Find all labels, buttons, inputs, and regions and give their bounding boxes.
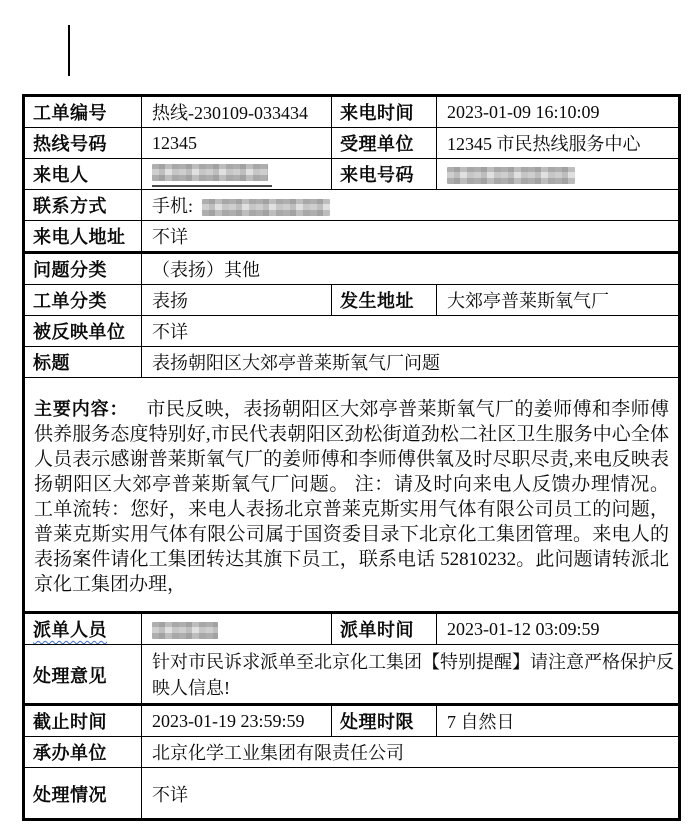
row-hotline [24, 128, 680, 159]
deadline-label: 截止时间 [24, 705, 142, 737]
dispatcher-redacted-block [152, 622, 218, 639]
order-category-value: 表扬 [142, 285, 332, 316]
hotline-number-label: 热线号码 [24, 128, 142, 159]
contact-method-value-cell [142, 190, 680, 221]
caller-label: 来电人 [24, 159, 142, 190]
row-caller [24, 159, 680, 190]
row-contact [24, 190, 680, 221]
row-main-content [24, 378, 680, 613]
dispatcher-label-text: 派单人员 [33, 620, 107, 640]
reported-unit-value: 不详 [142, 316, 680, 347]
time-limit-label: 处理时限 [332, 705, 437, 737]
handle-opinion-value: 针对市民诉求派单至北京化工集团【特别提醒】请注意严格保护反映人信息! [142, 645, 680, 705]
order-number-value: 热线-230109-033434 [142, 96, 332, 128]
incident-address-value: 大郊亭普莱斯氧气厂 [437, 285, 680, 316]
row-handle-opinion [24, 645, 680, 705]
subject-value: 表扬朝阳区大郊亭普莱斯氧气厂问题 [142, 347, 680, 378]
contact-redacted-block [202, 199, 330, 216]
row-handler-unit [24, 737, 680, 768]
handle-status-label: 处理情况 [24, 768, 142, 820]
dispatch-time-label: 派单时间 [332, 613, 437, 645]
handler-unit-value: 北京化学工业集团有限责任公司 [142, 737, 680, 768]
row-deadline [24, 705, 680, 737]
text-cursor [68, 25, 70, 76]
caller-address-value: 不详 [142, 221, 680, 253]
caller-number-value-cell [437, 159, 680, 190]
row-dispatcher [24, 613, 680, 645]
row-issue-category [24, 253, 680, 285]
registration-form-table [22, 94, 681, 821]
order-number-label: 工单编号 [24, 96, 142, 128]
accept-unit-label: 受理单位 [332, 128, 437, 159]
caller-underline [152, 185, 272, 187]
main-content-label: 主要内容： [34, 398, 129, 419]
order-category-label: 工单分类 [24, 285, 142, 316]
issue-category-label: 问题分类 [24, 253, 142, 285]
reported-unit-label: 被反映单位 [24, 316, 142, 347]
caller-number-redacted-block [447, 167, 575, 184]
hotline-number-value: 12345 [142, 128, 332, 159]
call-time-label: 来电时间 [332, 96, 437, 128]
main-content-cell [24, 378, 680, 613]
dispatch-time-value: 2023-01-12 03:09:59 [437, 613, 680, 645]
handler-unit-label: 承办单位 [24, 737, 142, 768]
dispatcher-label [24, 613, 142, 645]
call-time-value: 2023-01-09 16:10:09 [437, 96, 680, 128]
dispatcher-value-cell [142, 613, 332, 645]
main-content-text: 市民反映，表扬朝阳区大郊亭普莱斯氧气厂的姜师傅和李师傅供养服务态度特别好,市民代表朝阳区劲松街道劲松二社区卫生服务中心全体人员表示感谢普莱斯氧气厂的姜师傅和李师傅供氧及时尽职尽责,来电反映表扬朝阳区大郊亭普莱斯氧气厂问题。 注：请及时向来电人反馈办理情况。 工单流转：您好，来电人表扬北京普莱克斯实用气体有限公司员工的问题，普莱克斯实用气体有限公司属于国资委目录下北京化工集团管理。来电人的表扬案件请化工集团转达其旗下员工，联系电话 52810232。此问题请转派北京化工集团办理， [34, 398, 669, 595]
contact-prefix: 手机: [152, 196, 194, 216]
contact-method-label: 联系方式 [24, 190, 142, 221]
incident-address-label: 发生地址 [332, 285, 437, 316]
caller-value-cell [142, 159, 332, 190]
caller-address-label: 来电人地址 [24, 221, 142, 253]
deadline-value: 2023-01-19 23:59:59 [142, 705, 332, 737]
row-handle-status [24, 768, 680, 820]
row-caller-address [24, 221, 680, 253]
caller-redacted-block [152, 164, 268, 181]
time-limit-value: 7 自然日 [437, 705, 680, 737]
caller-number-label: 来电号码 [332, 159, 437, 190]
handle-opinion-label: 处理意见 [24, 645, 142, 705]
subject-label: 标题 [24, 347, 142, 378]
row-order-number [24, 96, 680, 128]
issue-category-value: （表扬）其他 [142, 253, 680, 285]
row-reported-unit [24, 316, 680, 347]
row-subject [24, 347, 680, 378]
handle-status-value: 不详 [142, 768, 680, 820]
accept-unit-value: 12345 市民热线服务中心 [437, 128, 680, 159]
row-order-category [24, 285, 680, 316]
